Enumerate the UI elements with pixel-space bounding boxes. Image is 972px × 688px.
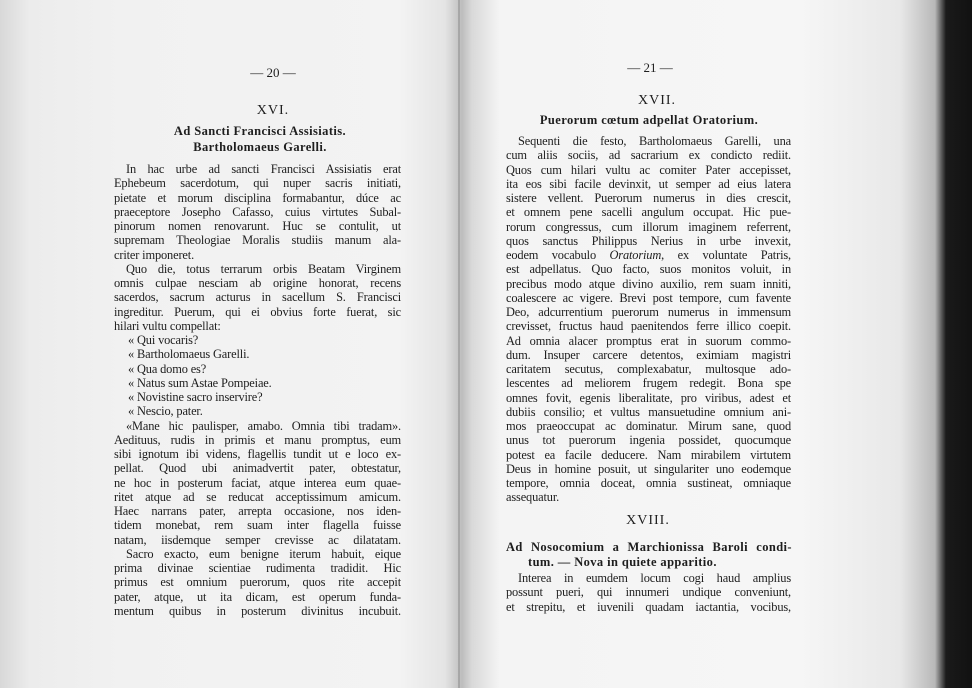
text-line: mos praeoccupat ac dominatur. Mirum sane, quod bbox=[506, 419, 791, 433]
text-line: praeceptore Josepho Cafasso, cuius virtutes Subal- bbox=[114, 204, 401, 219]
text-line: et omnem pene sacelli angulum occupat. Hic pue- bbox=[506, 205, 791, 220]
text-line: tidem monebat, rem suam inter flagella fuisse bbox=[114, 518, 401, 533]
text-line: omnes fovit, egenis liberalitate, pro viribus, adest et bbox=[506, 390, 791, 405]
text-line: assequatur. bbox=[506, 490, 560, 505]
chapter-number: XVII. bbox=[637, 93, 677, 108]
text-line: unus tot puerorum ingenia possidet, quocumque bbox=[506, 433, 791, 448]
right-page bbox=[470, 0, 946, 688]
left-page bbox=[0, 0, 460, 688]
text-line bbox=[506, 248, 791, 262]
body-text bbox=[506, 571, 791, 614]
text-line: prima divinae scientiae rudimenta tradidit. Hic bbox=[114, 561, 401, 575]
chapter-number: XVIII. bbox=[626, 513, 670, 528]
text-line: ingreditur. Puerum, qui ei obvius forte fuerat, sic bbox=[114, 304, 401, 319]
text-line: rorum congressus, cum illorum imaginem referrent, bbox=[506, 219, 791, 234]
text-line: omnis culpae nesciam ab origine honorat, recens bbox=[114, 276, 401, 290]
text-line: ne hoc in posterum faciat, atque interea eum quae- bbox=[114, 475, 401, 490]
text-line: coalescere ac vigere. Brevi post tempore, cum favente bbox=[506, 290, 791, 305]
page-number: — 21 — bbox=[627, 60, 673, 75]
text-line: « Natus sum Astae Pompeiae. bbox=[128, 375, 272, 390]
text-line: crevisset, fructus haud paenitendos ferre illico coepit. bbox=[506, 319, 791, 334]
text-line: « Novistine sacro inservire? bbox=[128, 390, 263, 404]
text-line: quos sanctus Philippus Nerius in urbe invexit, bbox=[506, 233, 791, 248]
chapter-title: Puerorum cœtum adpellat Oratorium. bbox=[539, 113, 759, 127]
text-line: sacerdos, sacrum acturus in sacellum S. Francisci bbox=[114, 290, 401, 305]
text-line: Quo die, totus terrarum orbis Beatam Virginem bbox=[126, 261, 401, 276]
text-line: et strepitu, et iuvenili quadam iactantia, vocibus, bbox=[506, 599, 791, 614]
text-line: mentum quibus in posterum divinitus incubuit. bbox=[114, 603, 401, 618]
chapter-title bbox=[115, 123, 405, 155]
text-line: In hac urbe ad sancti Francisci Assisiatis erat bbox=[126, 162, 401, 176]
body-text bbox=[114, 162, 401, 618]
text-line: Deus in homine posuit, ut singulariter uno eodemque bbox=[506, 461, 791, 476]
text-line: Ephebeum sacerdotum, qui nuper sacris initiati, bbox=[114, 176, 401, 191]
chapter-title-line: tum. — Nova in quiete apparitio. bbox=[528, 555, 717, 569]
text-line: dubiis consilio; et vultus mansuetudine omnium ani- bbox=[506, 404, 791, 419]
italic-term: Oratorium bbox=[609, 248, 662, 262]
text-line: tempore, omnia doceat, omnia sustineat, omniaque bbox=[506, 476, 791, 490]
text-line: Quos cum hilari vultu ac comiter Pater accepisset, bbox=[506, 162, 791, 177]
text-line: sistere vellent. Puerorum numerus in dies crescit, bbox=[506, 191, 791, 205]
text-line: criter imponeret. bbox=[114, 247, 195, 262]
text-line: ita eos sibi facile devinxit, ut semper ad eius latera bbox=[506, 176, 791, 191]
text-line: sibi ignotum ibi videns, flagellis tundit ut e loco ex- bbox=[114, 447, 401, 461]
text-line: supremam Theologiae Moralis studiis manum ala- bbox=[114, 233, 401, 248]
text-line: « Qua domo es? bbox=[128, 361, 207, 376]
text-line: pellat. Quod ubi animadvertit pater, obtestatur, bbox=[114, 461, 401, 476]
body-text bbox=[506, 134, 791, 505]
text-line: Haec narrans pater, arrepta occasione, nos iden- bbox=[114, 504, 401, 518]
text-line: ritet atque ad se reducat acceptissimum amicum. bbox=[114, 489, 401, 504]
text-line: lescentes ad meliorem frugem redegit. Bona spe bbox=[506, 376, 791, 391]
text-line: est adpellatus. Quo facto, suos monitos voluit, in bbox=[506, 262, 791, 277]
text-segment: , ex voluntate Patris, bbox=[661, 248, 791, 262]
text-line: cum aliis sociis, ad sacrarium ex condicto rediit. bbox=[506, 148, 791, 163]
text-line: « Bartholomaeus Garelli. bbox=[128, 347, 250, 362]
chapter-title-line: Ad Nosocomium a Marchionissa Baroli condi- bbox=[506, 540, 792, 554]
text-line: pinorum nomen renovarunt. Huc se contulit, ut bbox=[114, 219, 401, 233]
text-line: pater, atque, ut ita dicam, est operum funda- bbox=[114, 589, 401, 604]
text-line: Aedituus, rudis in primis et manu promptus, eum bbox=[114, 432, 401, 447]
text-line: dum. Insuper carcere detentos, eximiam magistri bbox=[506, 347, 791, 362]
text-line: Sacro exacto, eum benigne iterum habuit, eique bbox=[126, 546, 401, 561]
text-line: « Qui vocaris? bbox=[128, 333, 199, 347]
text-line: Ad omnia alacer promptus erat in suorum commo- bbox=[506, 333, 791, 348]
text-line: possunt pueri, qui innumeri undique conveniunt, bbox=[506, 585, 791, 600]
chapter-title-line: Bartholomaeus Garelli. bbox=[193, 140, 327, 154]
text-line: hilari vultu compellat: bbox=[114, 318, 221, 333]
text-segment: eodem vocabulo bbox=[506, 248, 610, 262]
chapter-title bbox=[506, 540, 792, 570]
text-line: pietate et morum disciplina formabantur, dúce ac bbox=[114, 190, 401, 205]
text-line: Interea in eumdem locum cogi haud amplius bbox=[518, 571, 791, 585]
chapter-title-line: Ad Sancti Francisci Assisiatis. bbox=[173, 124, 347, 138]
text-line: Sequenti die festo, Bartholomaeus Garelli, una bbox=[518, 134, 791, 148]
text-line: natam, iisdemque semper crevisse ac dilatatam. bbox=[114, 532, 401, 547]
page-number: — 20 — bbox=[250, 65, 296, 80]
chapter-number: XVI. bbox=[256, 103, 290, 118]
text-line: precibus modo atque divino auxilio, rem suam inniti, bbox=[506, 276, 791, 291]
text-line: primus est omnium puerorum, quos rite accepit bbox=[114, 575, 401, 590]
text-line: potest ea facile deducere. Nam mirabilem virtutem bbox=[506, 447, 791, 462]
text-line: « Nescio, pater. bbox=[128, 404, 203, 419]
text-line: caritatem secutus, complexabatur, multosque ado- bbox=[506, 362, 791, 376]
text-line: «Mane hic paulisper, amabo. Omnia tibi tradam». bbox=[126, 418, 401, 433]
text-line: Deo, adcurrentium puerorum numerus in immensum bbox=[506, 305, 791, 319]
